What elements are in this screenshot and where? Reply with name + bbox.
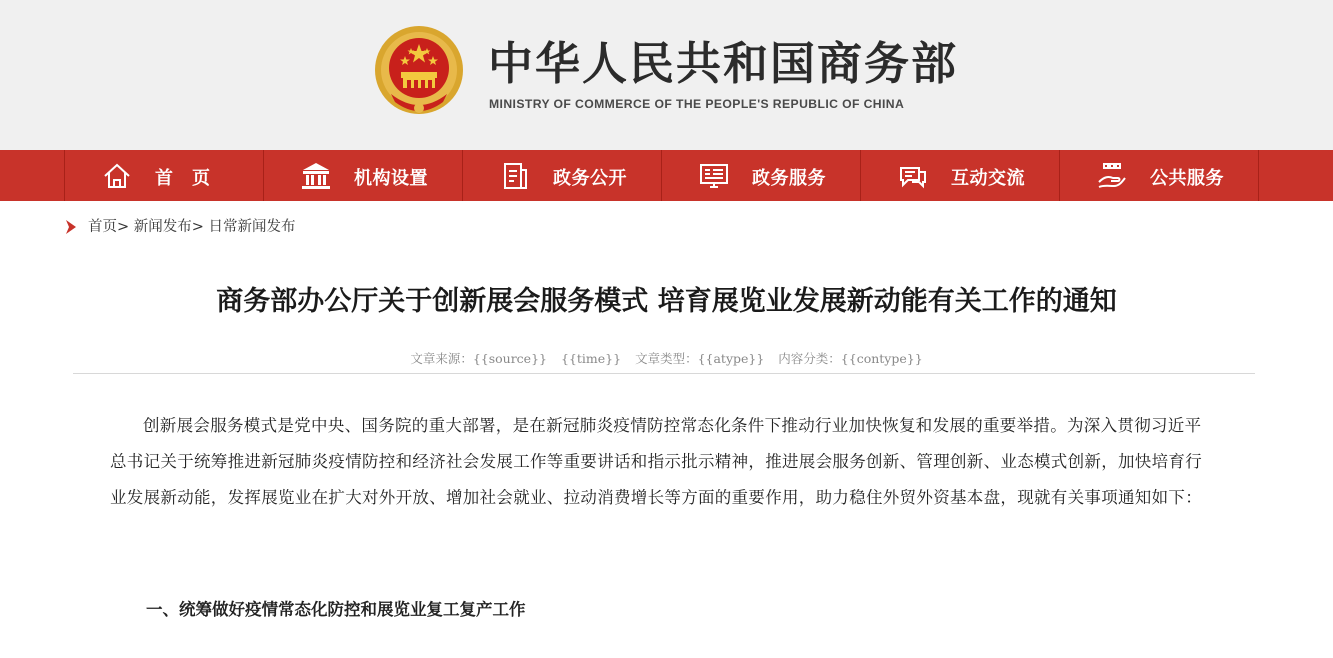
nav-label-organization: 机构设置 bbox=[354, 168, 428, 189]
breadcrumb-separator: > bbox=[191, 219, 204, 235]
nav-label-government-affairs: 政务公开 bbox=[553, 168, 627, 189]
monitor-icon bbox=[698, 160, 730, 192]
document-icon bbox=[499, 160, 531, 192]
nav-item-interaction[interactable] bbox=[860, 150, 1058, 201]
home-icon bbox=[101, 160, 133, 192]
meta-source: 文章来源：{{source}} bbox=[410, 351, 547, 366]
breadcrumb-item-home[interactable]: 首页 bbox=[88, 219, 117, 235]
breadcrumb-item-daily-news[interactable]: 日常新闻发布 bbox=[208, 219, 296, 235]
hand-service-icon bbox=[1096, 160, 1128, 192]
breadcrumb-item-news[interactable]: 新闻发布 bbox=[133, 219, 192, 235]
breadcrumb-trail bbox=[88, 217, 296, 237]
site-subtitle: MINISTRY OF COMMERCE OF THE PEOPLE'S REPUBLIC OF CHINA bbox=[489, 97, 905, 111]
nav-label-interaction: 互动交流 bbox=[951, 168, 1025, 189]
national-emblem-icon[interactable] bbox=[373, 24, 465, 118]
section-heading: 一、统筹做好疫情常态化防控和展览业复工复产工作 bbox=[146, 600, 526, 619]
nav-item-government-services[interactable] bbox=[661, 150, 859, 201]
article-paragraph: 创新展会服务模式是党中央、国务院的重大部署，是在新冠肺炎疫情防控常态化条件下推动行业加快恢复和发展的重要举措。为深入贯彻习近平总书记关于统筹推进新冠肺炎疫情防控和经济社会发展工作等重要讲话和指示批示精神，推进展会服务创新、管理创新、业态模式创新，加快培育行业发展新动能，发挥展览业在扩大对外开放、增加社会就业、拉动消费增长等方面的重要作用，助力稳住外贸外资基本盘，现就有关事项通知如下： bbox=[110, 416, 1202, 507]
nav-item-public-services[interactable] bbox=[1059, 150, 1259, 201]
site-title: 中华人民共和国商务部 bbox=[488, 37, 959, 90]
breadcrumb-separator: > bbox=[117, 219, 130, 235]
meta-content-type: 内容分类：{{contype}} bbox=[778, 351, 923, 366]
article-title: 商务部办公厅关于创新展会服务模式 培育展览业发展新动能有关工作的通知 bbox=[216, 286, 1117, 317]
article-meta bbox=[0, 349, 1333, 367]
chat-icon bbox=[897, 160, 929, 192]
meta-time: {{time}} bbox=[560, 351, 622, 366]
nav-item-organization[interactable] bbox=[263, 150, 461, 201]
building-icon bbox=[300, 160, 332, 192]
main-nav bbox=[0, 150, 1333, 201]
nav-item-home[interactable] bbox=[64, 150, 262, 201]
nav-label-home: 首 页 bbox=[155, 168, 211, 189]
nav-label-government-services: 政务服务 bbox=[752, 168, 826, 189]
site-header bbox=[0, 0, 1333, 150]
chevron-right-icon bbox=[66, 220, 76, 234]
nav-label-public-services: 公共服务 bbox=[1150, 168, 1224, 189]
divider bbox=[73, 373, 1255, 374]
nav-item-government-affairs[interactable] bbox=[462, 150, 660, 201]
meta-article-type: 文章类型：{{atype}} bbox=[635, 351, 765, 366]
